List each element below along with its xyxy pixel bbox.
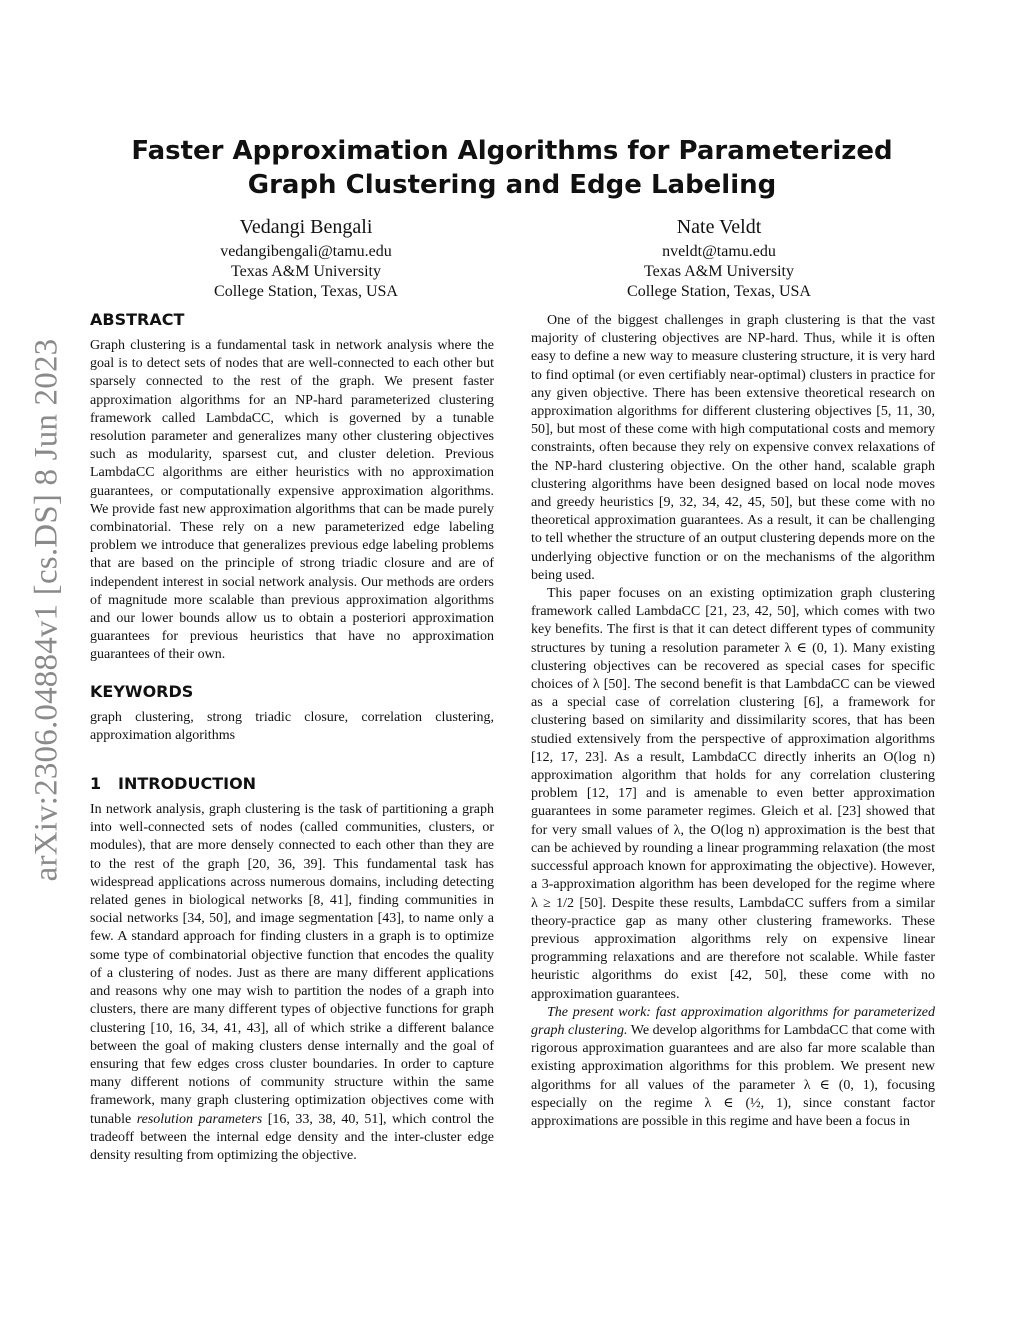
- left-column: [90, 309, 494, 1165]
- author-affiliation: Texas A&M University: [231, 263, 381, 280]
- author-block-2: [569, 214, 869, 302]
- paper-title: Faster Approximation Algorithms for Parameterized Graph Clustering and Edge Labeling: [131, 136, 893, 200]
- intro-paragraph-1: [90, 801, 494, 1165]
- keywords-heading: KEYWORDS: [90, 681, 194, 701]
- right-column: [531, 312, 935, 1131]
- author-block-1: [156, 214, 456, 302]
- present-work-text: We develop algorithms for LambdaCC that come with rigorous approximation guarantees and are also far more scalable than existing approximation algorithms for this problem. We present new algorithms for all values of the parameter λ ∈ (0, 1), focusing especially on the regime λ ∈ (½, 1), since constant factor approximations are possible in this regime and have been a focus in: [531, 1022, 935, 1129]
- author-location: College Station, Texas, USA: [214, 283, 398, 300]
- author-location: College Station, Texas, USA: [627, 283, 811, 300]
- intro-paragraph-2: One of the biggest challenges in graph clustering is that the vast majority of clustering objectives are NP-hard. Thus, while it is often easy to define a new way to measure clustering structure, it is very hard to find optimal (or even certifiably near-optimal) clusters in practice for any given objective. There has been extensive theoretical research on approximation algorithms for different clustering objectives [5, 11, 30, 50], but most of these come with high computational costs and memory constraints, often because they rely on expensive convex relaxations of the NP-hard clustering objective. On the other hand, scalable graph clustering algorithms have been designed based on local node moves and greedy heuristics [9, 32, 34, 42, 45, 50], but these come with no theoretical approximation guarantees. As a result, it can be challenging to tell whether the structure of an output clustering depends more on the underlying objective function or on the mechanisms of the algorithm being used.: [531, 313, 935, 583]
- intro-paragraph-1-part-b: [16, 33, 38, 40, 51], which control the tradeoff between the internal edge density and the inter-cluster edge density resulting from optimizing the objective.: [90, 1111, 494, 1163]
- intro-paragraph-3: This paper focuses on an existing optimization graph clustering framework called LambdaCC [21, 23, 42, 50], which comes with two key benefits. The first is that it can detect different types of community structures by tuning a resolution parameter λ ∈ (0, 1). Many existing clustering objectives can be recovered as special cases for specific choices of λ [50]. The second benefit is that LambdaCC can be viewed as a special case of correlation clustering [6], a framework for clustering based on similarity and dissimilarity scores, that has been studied extensively from the perspective of approximation algorithms [12, 17, 23]. As a result, LambdaCC directly inherits an O(log n) approximation algorithm that holds for any correlation clustering problem [12, 17] and is amenable to even better approximation guarantees in some parameter regimes. Gleich et al. [23] showed that for very small values of λ, the O(log n) approximation is the best that can be achieved by rounding a linear programming relaxation (the most successful approach known for approximating the objective). However, a 3-approximation algorithm has been developed for the regime where λ ≥ 1/2 [50]. Despite these results, LambdaCC suffers from a similar theory-practice gap as many other clustering frameworks. These previous approximation algorithms rely on expensive linear programming relaxations and are therefore not scalable. While faster heuristic algorithms do exist [42, 50], these come with no approximation guarantees.: [531, 586, 935, 1002]
- author-name: Vedangi Bengali: [239, 216, 373, 238]
- keywords-section: [90, 681, 494, 745]
- author-email: vedangibengali@tamu.edu: [220, 243, 392, 260]
- section-number: 1: [90, 774, 102, 794]
- resolution-parameters-emphasis: resolution parameters: [136, 1111, 263, 1127]
- present-work-paragraph: [531, 1004, 935, 1131]
- keywords-text: graph clustering, strong triadic closure, correlation clustering, approximation algorithms: [90, 709, 494, 743]
- intro-paragraph-1-part-a: In network analysis, graph clustering is the task of partitioning a graph into well-connected sets of nodes (called communities, clusters, or modules), that are more densely connected to each other than they are to the rest of the graph [20, 36, 39]. This fundamental task has widespread applications across numerous domains, including detecting related genes in biological networks [8, 41], finding communities in social networks [34, 50], and image segmentation [43], to name only a few. A standard approach for finding clusters in a graph is to optimize some type of combinatorial objective function that encodes the quality of a clustering of nodes. Just as there are many different applications and reasons why one may wish to partition the nodes of a graph into clusters, there are many different types of objective functions for graph clustering [10, 16, 34, 41, 43], all of which strike a different balance between the goal of making clusters dense internally and the goal of ensuring that few edges cross cluster boundaries. In order to capture many different notions of community structure within the same framework, many graph clustering optimization objectives come with tunable: [90, 802, 494, 1127]
- author-affiliation: Texas A&M University: [644, 263, 794, 280]
- introduction-section: [90, 773, 494, 1165]
- author-email: nveldt@tamu.edu: [662, 243, 776, 260]
- abstract-heading: ABSTRACT: [90, 310, 185, 329]
- abstract-text: Graph clustering is a fundamental task in network analysis where the goal is to detect sets of nodes that are well-connected to each other but sparsely connected to the rest of the graph. We present faster approximation algorithms for an NP-hard parameterized clustering framework called LambdaCC, which is governed by a tunable resolution parameter and generalizes many other clustering objectives such as modularity, sparsest cut, and cluster deletion. Previous LambdaCC algorithms are either heuristics with no approximation guarantees, or computationally expensive approximation algorithms. We provide fast new approximation algorithms that can be made purely combinatorial. These rely on a new parameterized edge labeling problem we introduce that generalizes previous edge labeling problems that are based on the principle of strong triadic closure and are of independent interest in social network analysis. Our methods are orders of magnitude more scalable than previous approximation algorithms and our lower bounds allow us to obtain a posteriori approximation guarantees for previous heuristics that have no approximation guarantees of their own.: [90, 338, 494, 663]
- introduction-heading: [90, 773, 494, 795]
- author-name: Nate Veldt: [676, 216, 762, 238]
- present-work-heading: The present work: fast approximation algorithms for parameterized graph clustering.: [531, 1004, 935, 1038]
- arxiv-sidebar: [0, 0, 90, 1325]
- section-title: INTRODUCTION: [118, 774, 257, 794]
- arxiv-identifier-stamp: arXiv:2306.04884v1 [cs.DS] 8 Jun 2023: [28, 338, 65, 882]
